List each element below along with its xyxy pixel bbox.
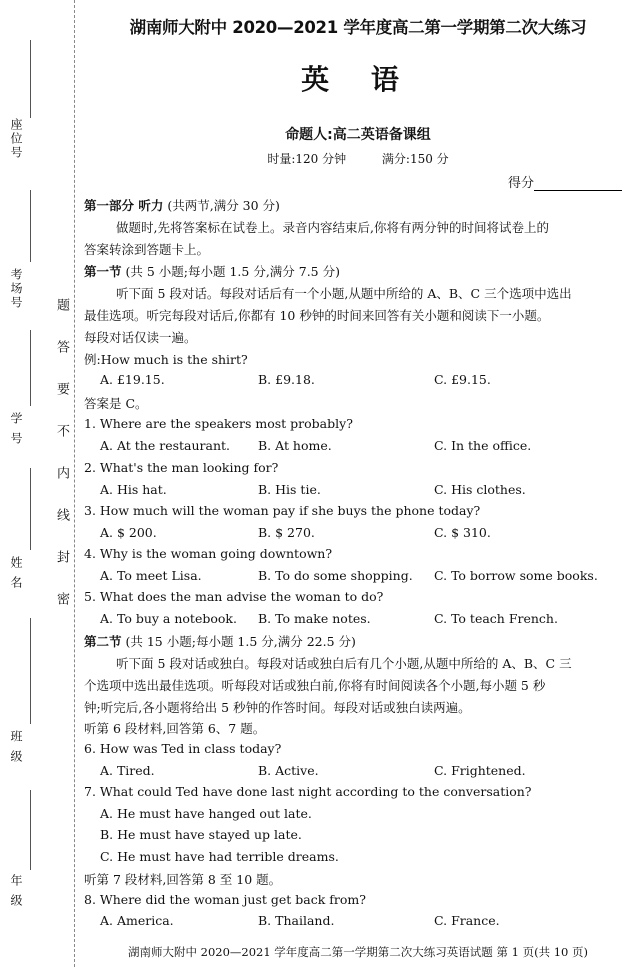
- part1-instr-1: 做题时,先将答案标在试卷上。录音内容结束后,你将有两分钟的时间将试卷上的: [116, 220, 549, 235]
- seal-char: 答: [54, 340, 69, 353]
- q3-option-a: A. $ 200.: [100, 525, 157, 540]
- example-option-c: C. £9.15.: [434, 372, 491, 387]
- q5-option-b: B. To make notes.: [258, 611, 371, 626]
- subject-title: 英 语: [301, 63, 415, 96]
- q6-option-a: A. Tired.: [100, 763, 155, 778]
- exam-room-label: 考场号: [9, 268, 23, 310]
- question-3: 3. How much will the woman pay if she buys the phone today?: [84, 503, 481, 518]
- section2-instr-1: 听下面 5 段对话或独白。每段对话或独白后有几个小题,从题中所给的 A、B、C 三: [116, 656, 572, 671]
- q6-option-b: B. Active.: [258, 763, 319, 778]
- q4-option-c: C. To borrow some books.: [434, 568, 598, 583]
- student-no-field-line: [30, 330, 31, 406]
- timing-line: [84, 150, 632, 167]
- exam-room-field-line: [30, 190, 31, 262]
- page-footer: 湖南师大附中 2020—2021 学年度高二第一学期第二次大练习英语试题 第 1 页(共 10 页): [127, 945, 589, 959]
- q2-option-b: B. His tie.: [258, 482, 321, 497]
- q7-option-a: A. He must have hanged out late.: [100, 806, 312, 821]
- q1-option-a: A. At the restaurant.: [100, 438, 231, 453]
- part1-instr-2: 答案转涂到答题卡上。: [84, 242, 210, 257]
- seal-char: 题: [54, 298, 69, 311]
- question-6: 6. How was Ted in class today?: [84, 741, 282, 756]
- question-1: 1. Where are the speakers most probably?: [84, 416, 353, 431]
- q1-option-b: B. At home.: [258, 438, 332, 453]
- section2-title: 第二节: [84, 634, 122, 649]
- full-score: 满分:150 分: [381, 152, 449, 166]
- section2-heading: [84, 632, 356, 650]
- part1-heading: [84, 196, 280, 214]
- section1-instr-2: 最佳选项。听完每段对话后,你都有 10 秒钟的时间来回答有关小题和阅读下一小题。: [84, 308, 550, 323]
- question-8: 8. Where did the woman just get back from?: [84, 892, 366, 907]
- cut-line: [74, 0, 75, 967]
- q4-option-b: B. To do some shopping.: [258, 568, 413, 583]
- class-label: 班 级: [9, 730, 23, 764]
- q4-option-a: A. To meet Lisa.: [100, 568, 202, 583]
- grade-label: 年 级: [9, 874, 23, 908]
- material-7: 听第 7 段材料,回答第 8 至 10 题。: [84, 872, 282, 887]
- author-line: 命题人:高二英语备课组: [285, 127, 431, 143]
- question-2: 2. What's the man looking for?: [84, 460, 279, 475]
- q2-option-c: C. His clothes.: [434, 482, 526, 497]
- seal-char: 不: [54, 424, 69, 437]
- section1-heading: [84, 262, 340, 280]
- section2-note: (共 15 小题;每小题 1.5 分,满分 22.5 分): [125, 634, 356, 649]
- q8-option-a: A. America.: [100, 913, 174, 928]
- score-field[interactable]: [508, 172, 622, 191]
- seat-label: 座位号: [9, 118, 23, 160]
- section2-instr-2: 个选项中选出最佳选项。听每段对话或独白前,你将有时间阅读各个小题,每小题 5 秒: [84, 678, 546, 693]
- example-option-b: B. £9.18.: [258, 372, 315, 387]
- section1-instr-3: 每段对话仅读一遍。: [84, 330, 197, 345]
- q2-option-a: A. His hat.: [100, 482, 167, 497]
- student-no-label: 学 号: [9, 412, 23, 446]
- q7-option-b: B. He must have stayed up late.: [100, 827, 302, 842]
- question-7: 7. What could Ted have done last night according to the conversation?: [84, 784, 532, 799]
- seat-field-line: [30, 40, 31, 118]
- time-limit: 时量:120 分钟: [267, 152, 347, 166]
- section1-title: 第一节: [84, 264, 122, 279]
- seal-char: 封: [54, 550, 69, 563]
- q6-option-c: C. Frightened.: [434, 763, 526, 778]
- question-5: 5. What does the man advise the woman to do?: [84, 589, 384, 604]
- q8-option-b: B. Thailand.: [258, 913, 335, 928]
- section2-instr-3: 钟;听完后,各小题将给出 5 秒钟的作答时间。每段对话或独白读两遍。: [84, 700, 471, 715]
- section1-note: (共 5 小题;每小题 1.5 分,满分 7.5 分): [125, 264, 340, 279]
- grade-field-line: [30, 790, 31, 870]
- seal-char: 内: [54, 466, 69, 479]
- example-answer: 答案是 C。: [84, 396, 148, 411]
- q5-option-a: A. To buy a notebook.: [100, 611, 237, 626]
- q3-option-b: B. $ 270.: [258, 525, 315, 540]
- score-label: 得分: [508, 176, 535, 191]
- material-6: 听第 6 段材料,回答第 6、7 题。: [84, 721, 266, 736]
- q8-option-c: C. France.: [434, 913, 500, 928]
- part1-note: (共两节,满分 30 分): [167, 198, 280, 213]
- q5-option-c: C. To teach French.: [434, 611, 558, 626]
- seal-char: 密: [54, 592, 69, 605]
- class-field-line: [30, 618, 31, 724]
- seal-char: 线: [54, 508, 69, 521]
- question-4: 4. Why is the woman going downtown?: [84, 546, 333, 561]
- name-label: 姓 名: [9, 556, 23, 590]
- example-option-a: A. £19.15.: [100, 372, 165, 387]
- q7-option-c: C. He must have had terrible dreams.: [100, 849, 339, 864]
- example-question: 例:How much is the shirt?: [84, 352, 248, 367]
- part1-title: 第一部分 听力: [84, 198, 164, 213]
- section1-instr-1: 听下面 5 段对话。每段对话后有一个小题,从题中所给的 A、B、C 三个选项中选出: [116, 286, 572, 301]
- q3-option-c: C. $ 310.: [434, 525, 491, 540]
- seal-char: 要: [54, 382, 69, 395]
- q1-option-c: C. In the office.: [434, 438, 532, 453]
- name-field-line: [30, 468, 31, 550]
- exam-title: 湖南师大附中 2020—2021 学年度高二第一学期第二次大练习: [129, 18, 587, 37]
- binding-margin: [0, 0, 78, 967]
- score-blank[interactable]: [534, 190, 622, 191]
